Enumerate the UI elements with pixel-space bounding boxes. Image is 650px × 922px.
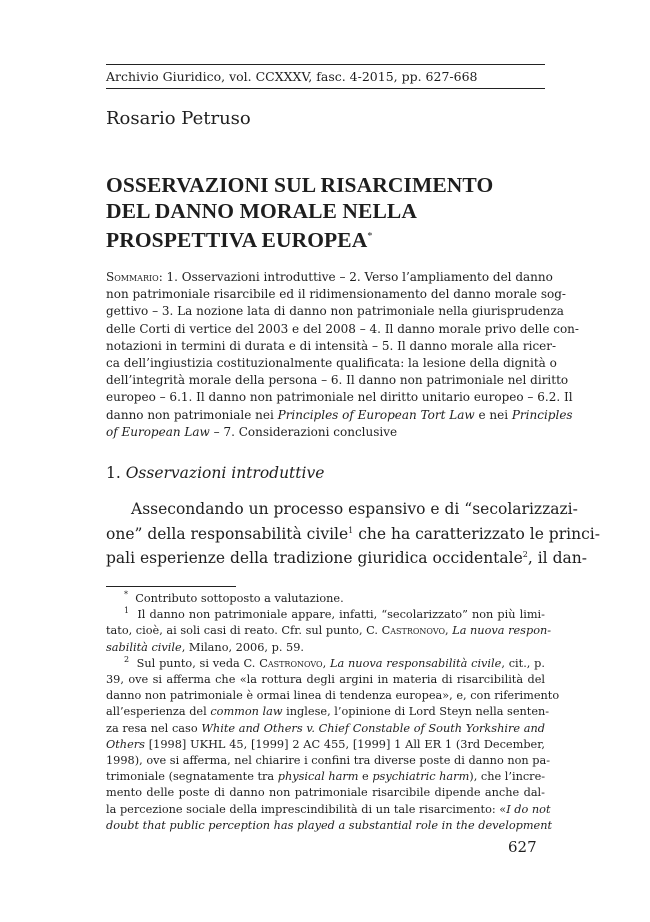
footnote-2-line	[106, 721, 545, 737]
title-line	[106, 224, 546, 253]
page-number: 627	[508, 838, 537, 856]
summary-line: ca dell’ingiustizia costituzionalmente qualificata: la lesione della dignità o	[106, 356, 557, 371]
footnote-text: , cit., p.	[501, 656, 545, 670]
table-of-contents-summary	[106, 269, 579, 441]
footnote-text: Sul punto, si veda C.	[136, 656, 260, 670]
summary-line	[106, 424, 545, 441]
footnote-text: la percezione sociale della imprescindibilità di un tale risarcimento: «	[106, 802, 507, 816]
body-text: , il dan-	[527, 549, 587, 567]
footnote-italic: physical harm	[277, 770, 359, 784]
title-footnote-marker: *	[367, 231, 373, 242]
title-line: OSSERVAZIONI SUL RISARCIMENTO	[106, 173, 494, 197]
summary-line: delle Corti di vertice del 2003 e del 2008 – 4. Il danno morale privo delle con-	[106, 321, 579, 336]
footnote-2-line	[106, 656, 545, 672]
summary-text: – 7. Considerazioni conclusive	[209, 424, 398, 439]
footnote-ref: 1	[348, 525, 354, 535]
title-line: DEL DANNO MORALE NELLA	[106, 199, 417, 223]
footnote-text: za resa nel caso	[106, 721, 202, 735]
footnote-author: Castronovo	[259, 656, 323, 670]
summary-label: Sommario	[106, 270, 159, 284]
footnote-italic: doubt that public perception has played a substantial role in the development	[106, 818, 553, 832]
body-text: pali esperienze della tradizione giuridica occidentale	[106, 549, 523, 567]
footnote-text: e	[358, 770, 373, 784]
footnote-2-line: 39, ove si afferma che «la rottura degli argini in materia di risarcibilità del	[106, 673, 545, 687]
summary-line: non patrimoniale risarcibile ed il ridimensionamento del danno morale sog-	[106, 287, 566, 302]
footnote-italic: I do not	[506, 802, 551, 816]
footnote-italic: sabilità civile	[106, 640, 182, 654]
footnote-2-line	[106, 737, 545, 753]
footnotes	[106, 590, 560, 834]
body-text: one” della responsabilità civile	[106, 524, 349, 543]
footnote-marker: 2	[124, 655, 130, 665]
section-title: Osservazioni introduttive	[125, 464, 325, 482]
section-number: 1.	[106, 464, 126, 482]
summary-line: europeo – 6.1. Il danno non patrimoniale nel diritto unitario europeo – 6.2. Il	[106, 390, 573, 405]
footnote-star	[106, 591, 545, 607]
summary-line: notazioni in termini di durata e di intensità – 5. Il danno morale alla ricer-	[106, 338, 557, 353]
footnote-text: all’esperienza del	[106, 705, 211, 719]
body-line	[106, 522, 600, 547]
footnote-italic: Others	[106, 737, 145, 751]
body-line	[106, 546, 587, 571]
summary-line: gettivo – 3. La nozione lata di danno non patrimoniale nella giurisprudenza	[106, 304, 564, 319]
footnote-text: ), che l’incre-	[469, 770, 546, 784]
footnote-ref: 2	[522, 549, 528, 559]
journal-citation: Archivio Giuridico, vol. CCXXXV, fasc. 4-2015, pp. 627-668	[106, 69, 478, 84]
footnote-2-line	[106, 818, 553, 834]
summary-line: dell’integrità morale della persona – 6. Il danno non patrimoniale nel diritto	[106, 373, 569, 388]
footnote-2-line	[106, 802, 551, 818]
footnote-2-line: danno non patrimoniale è ormai linea di tendenza europea», e, con riferimento	[106, 689, 560, 703]
title-line-text: PROSPETTIVA EUROPEA	[106, 228, 368, 253]
footnote-italic: La nuova responsabilità civile	[330, 656, 502, 670]
footnote-italic: La nuova respon-	[452, 624, 552, 638]
body-paragraph	[106, 497, 600, 571]
footnote-2-line	[106, 769, 545, 785]
footnote-2-line	[106, 704, 550, 720]
footnote-text: Contributo sottoposto a valutazione.	[135, 592, 344, 605]
footnote-author: Castronovo	[381, 624, 446, 638]
article-title	[106, 172, 546, 253]
author-name: Rosario Petruso	[106, 108, 251, 129]
summary-italic: Principles	[511, 407, 573, 422]
footnote-text: inglese, l’opinione di Lord Steyn nella senten-	[282, 705, 550, 719]
summary-italic: Principles of European Tort Law	[277, 407, 475, 422]
header-rule-top	[106, 64, 545, 65]
header-rule-bottom	[106, 88, 545, 89]
footnote-text: , Milano, 2006, p. 59.	[181, 640, 304, 654]
body-line: Assecondando un processo espansivo e di “secolarizzazi-	[131, 500, 578, 518]
footnote-text: trimoniale (segnatamente tra	[106, 770, 278, 784]
summary-line	[106, 269, 553, 286]
footnote-text: ,	[322, 656, 330, 670]
footnote-text: [1998] UKHL 45, [1999] 2 AC 455, [1999] 1 All ER 1 (3rd December,	[144, 737, 545, 751]
footnote-marker: 1	[124, 606, 130, 616]
footnote-1-line	[106, 607, 545, 623]
footnote-1-line	[106, 640, 545, 656]
footnote-2-line: mento delle poste di danno non patrimoniale risarcibile dipende anche dal-	[106, 786, 545, 800]
summary-italic: of European Law	[106, 424, 210, 439]
summary-line	[106, 407, 573, 424]
footnote-separator	[106, 586, 236, 587]
footnote-text: tato, cioè, ai soli casi di reato. Cfr. sul punto, C.	[106, 624, 382, 638]
footnote-2-line: 1998), ove si afferma, nel chiarire i confini tra diverse poste di danno non pa-	[106, 754, 551, 768]
summary-text: danno non patrimoniale nei	[106, 407, 278, 422]
footnote-italic: psychiatric harm	[372, 770, 470, 784]
footnote-1-line	[106, 623, 552, 639]
summary-text: : 1. Osservazioni introduttive – 2. Verso l’ampliamento del danno	[158, 270, 553, 284]
footnote-italic: common law	[210, 705, 283, 719]
footnote-italic: White and Others v. Chief Constable of South Yorkshire and	[201, 721, 545, 735]
footnote-marker: *	[124, 590, 128, 600]
section-heading	[106, 464, 324, 482]
summary-text: e nei	[474, 407, 512, 422]
footnote-text: ,	[445, 624, 453, 638]
footnote-text: Il danno non patrimoniale appare, infatti, “secolarizzato” non più limi-	[137, 608, 545, 622]
body-text: che ha caratterizzato le princi-	[353, 524, 600, 543]
